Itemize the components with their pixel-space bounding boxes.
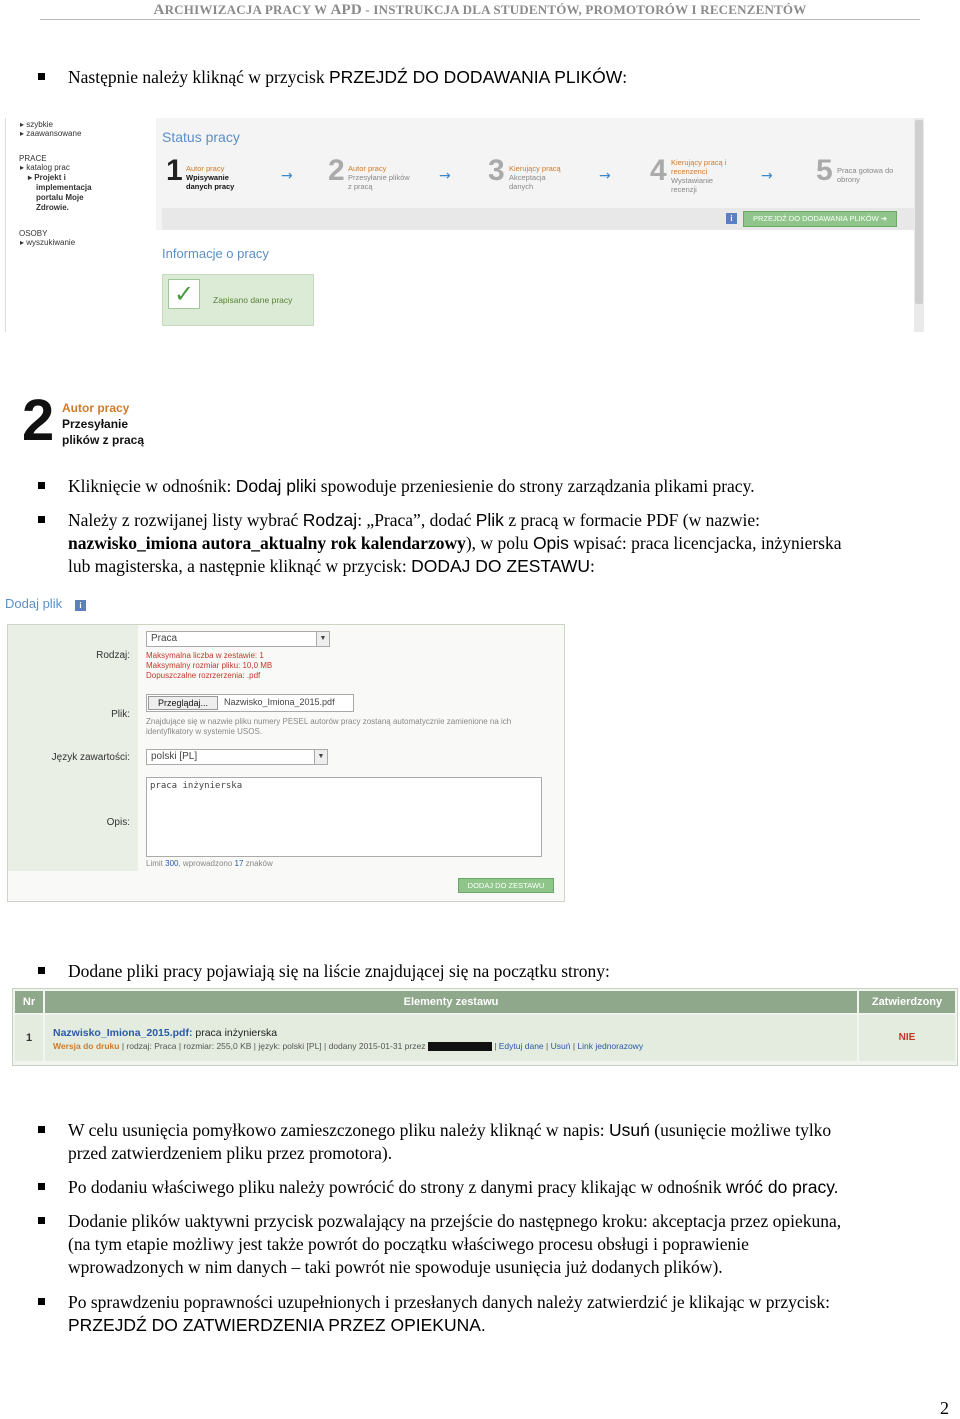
col-header-nr: Nr <box>15 991 43 1013</box>
sidebar-section-prace: PRACE <box>19 154 47 163</box>
arrow-right-icon: → <box>599 168 611 184</box>
file-link[interactable]: Nazwisko_Imiona_2015.pdf: <box>53 1027 193 1039</box>
step-2-logo: 2 Autor pracy Przesyłanie plików z pracą <box>22 388 145 453</box>
scrollbar-thumb[interactable] <box>915 120 923 304</box>
arrow-right-icon: → <box>281 168 293 184</box>
approved-status: NIE <box>859 1015 955 1061</box>
scrollbar[interactable] <box>914 118 924 332</box>
col-header-elements: Elementy zestawu <box>45 991 857 1013</box>
step-4-label[interactable]: Kierujący pracą i recenzenci Wystawianie recenzji <box>671 158 727 194</box>
sidebar-item-catalog[interactable]: ▸ katalog prac <box>20 163 70 172</box>
row-number: 1 <box>15 1015 43 1061</box>
delete-link[interactable]: Usuń <box>550 1041 571 1051</box>
files-table <box>12 988 958 1066</box>
screenshot-status <box>5 118 924 332</box>
page-number: 2 <box>940 1398 949 1418</box>
instruction-7: Dodanie plików uaktywni przycisk pozwalający na przejście do następnego kroku: akceptacja przez opiekuna, (na tym etapie możliwy jest także powrót do początku właściwego procesu obsługi i poprawienie wprowadzonych w nim danych – taki powrót nie spowoduje usunięcia już dodanych plików). <box>68 1211 842 1277</box>
char-limit: Limit 300, wprowadzono 17 znaków <box>146 859 273 868</box>
bullet <box>38 1298 45 1305</box>
go-to-files-button[interactable]: PRZEJDŹ DO DODAWANIA PLIKÓW ➔ <box>743 211 897 227</box>
instruction-8: Po sprawdzeniu poprawności uzupełnionych i przesłanych danych należy zatwierdzić je klikając w przycisk: PRZEJDŹ DO ZATWIERDZENIA PRZEZ OPIEKUNA. <box>68 1292 830 1335</box>
step-number: 1 <box>166 154 183 187</box>
type-constraints: Maksymalna liczba w zestawie: 1 Maksymalny rozmiar pliku: 10,0 MB Dopuszczalne rozrzerzenia: .pdf <box>146 651 273 680</box>
step-number: 5 <box>816 154 833 187</box>
action-bar <box>162 208 914 230</box>
header-rule <box>40 19 920 20</box>
table-row: Nazwisko_Imiona_2015.pdf: praca inżynierska Wersja do druku | rodzaj: Praca | rozmiar: 255,0 KB | język: polski [PL] | dodany 2015-01-31 przez | Edytuj dane | Usuń | Link jednorazowy <box>45 1015 857 1061</box>
step-number: 2 <box>328 154 345 187</box>
step-1-label[interactable]: Autor pracy Wpisywanie danych pracy <box>186 164 235 191</box>
language-select[interactable]: polski [PL] ▼ <box>146 749 328 765</box>
step-2-label[interactable]: Autor pracy Przesyłanie plików z pracą <box>348 164 410 191</box>
bullet <box>38 1126 45 1133</box>
main-panel <box>156 118 914 332</box>
edit-link[interactable]: Edytuj dane <box>498 1041 544 1051</box>
form-row-language: Język zawartości: polski [PL] ▼ <box>8 743 564 772</box>
screenshot-add-file <box>5 596 565 902</box>
instruction-2: Kliknięcie w odnośnik: Dodaj pliki spowoduje przeniesienie do strony zarządzania plikami pracy. <box>68 476 755 496</box>
form-row-type: Rodzaj: Praca ▼ Maksymalna liczba w zestawie: 1 Maksymalny rozmiar pliku: 10,0 MB Dopuszczalne rozrzerzenia: .pdf <box>8 625 564 686</box>
bullet <box>38 967 45 974</box>
status-title: Status pracy <box>162 129 240 145</box>
instruction-3: Należy z rozwijanej listy wybrać Rodzaj: „Praca”, dodać Plik z pracą w formacie PDF (w nazwie: nazwisko_imiona autora_aktualny rok kalendarzowy), w polu Opis wpisać: praca licencjacka, inżynierska lub magisterska, a następnie kliknąć w przycisk: DODAJ DO ZESTAWU: <box>68 510 842 576</box>
arrow-right-icon: → <box>761 168 773 184</box>
instruction-4: Dodane pliki pracy pojawiają się na liście znajdującej się na początku strony: <box>68 961 610 981</box>
success-message: ✓ Zapisano dane pracy <box>162 274 314 326</box>
sidebar <box>12 120 152 330</box>
form-box <box>7 624 565 902</box>
bullet <box>38 482 45 489</box>
chevron-down-icon: ▼ <box>316 632 329 646</box>
step-number: 4 <box>650 154 667 187</box>
form-row-file: Plik: Przeglądaj... Nazwisko_Imiona_2015.pdf Znajdujące się w nazwie pliku numery PESEL autorów pracy zostaną automatycznie zamienione na ich identyfikatory w systemie USOS. <box>8 685 564 744</box>
col-header-approved: Zatwierdzony <box>859 991 955 1013</box>
step-number: 2 <box>22 388 55 453</box>
redacted-name <box>428 1042 492 1051</box>
steps-bar <box>156 154 914 210</box>
info-icon[interactable]: i <box>726 213 737 224</box>
info-icon[interactable]: i <box>75 600 86 611</box>
file-note: Znajdujące się w nazwie pliku numery PESEL autorów pracy zostaną automatycznie zamienione na ich identyfikatory w systemie USOS. <box>146 717 512 736</box>
info-section <box>156 230 914 332</box>
bullet <box>38 1183 45 1190</box>
instruction-5: W celu usunięcia pomyłkowo zamieszczonego pliku należy kliknąć w napis: Usuń (usunięcie możliwe tylko przed zatwierdzeniem pliku przez promotora). <box>68 1120 832 1163</box>
chevron-down-icon: ▼ <box>314 750 327 764</box>
form-row-description: Opis: praca inżynierska Limit 300, wprowadzono 17 znaków <box>8 771 564 872</box>
file-name: Nazwisko_Imiona_2015.pdf <box>224 697 335 707</box>
sidebar-item-search[interactable]: ▸ wyszukiwanie <box>20 238 76 247</box>
checkmark-icon: ✓ <box>168 279 200 309</box>
running-header: ARCHIWIZACJA PRACY W APD - INSTRUKCJA DLA STUDENTÓW, PROMOTORÓW I RECENZENTÓW <box>153 2 807 18</box>
sidebar-section-osoby: OSOBY <box>19 229 48 238</box>
sidebar-item-project[interactable]: ▸ Projekt i implementacja portalu Moje Zdrowie. <box>28 173 92 212</box>
file-input[interactable] <box>146 694 354 712</box>
form-title: Dodaj plik <box>5 596 63 611</box>
form-actions <box>8 871 564 901</box>
description-textarea[interactable]: praca inżynierska <box>146 777 542 857</box>
bullet <box>38 1217 45 1224</box>
arrow-right-icon: → <box>439 168 451 184</box>
instruction-6: Po dodaniu właściwego pliku należy powrócić do strony z danymi pracy klikając w odnośnik wróć do pracy. <box>68 1177 839 1197</box>
bullet <box>38 73 45 80</box>
type-select[interactable]: Praca ▼ <box>146 631 330 647</box>
one-time-link[interactable]: Link jednorazowy <box>577 1041 644 1051</box>
step-3-label[interactable]: Kierujący pracą Akceptacja danych <box>509 164 561 191</box>
step-number: 3 <box>488 154 505 187</box>
browse-button[interactable]: Przeglądaj... <box>148 696 218 710</box>
step-5-label[interactable]: Praca gotowa do obrony <box>837 166 894 184</box>
print-version-link[interactable]: Wersja do druku <box>53 1041 120 1051</box>
bullet <box>38 516 45 523</box>
instruction-1: Następnie należy kliknąć w przycisk PRZEJDŹ DO DODAWANIA PLIKÓW: <box>68 67 628 87</box>
info-title: Informacje o pracy <box>162 246 269 261</box>
sidebar-item-quick[interactable]: ▸ szybkie <box>20 120 53 129</box>
add-to-set-button[interactable]: DODAJ DO ZESTAWU <box>458 878 554 893</box>
sidebar-item-advanced[interactable]: ▸ zaawansowane <box>20 129 82 138</box>
